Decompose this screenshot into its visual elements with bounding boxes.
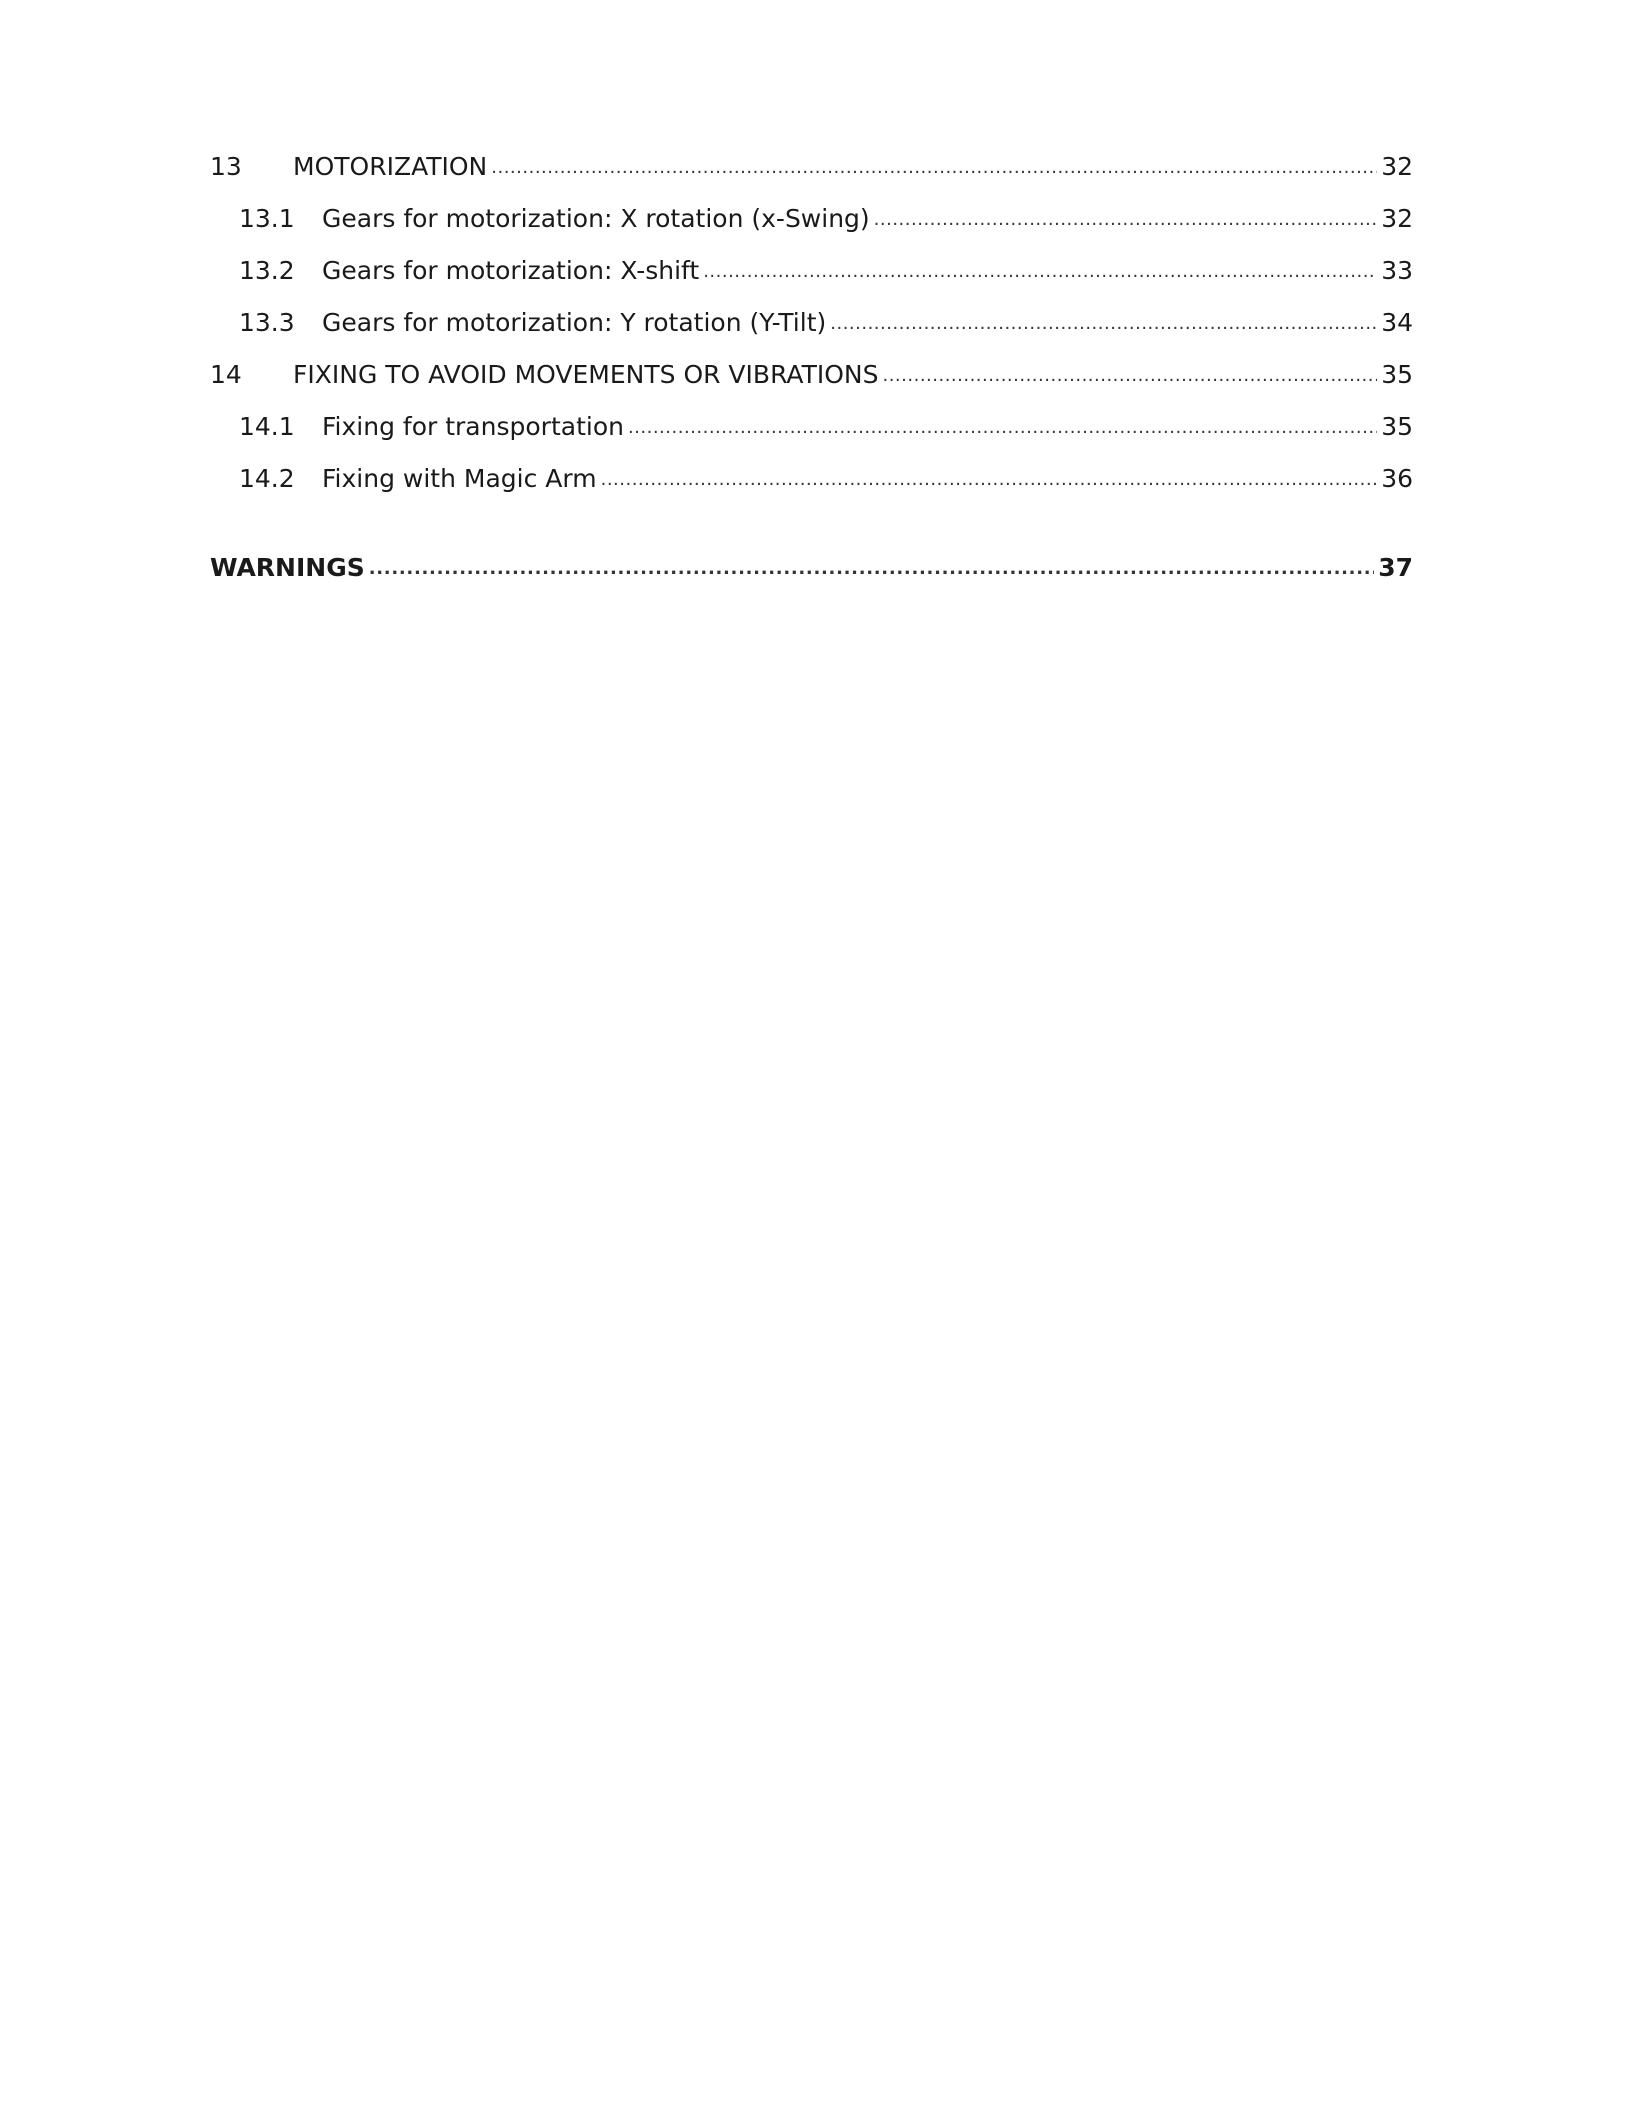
toc-dot-leader (601, 469, 1378, 504)
toc-entry-14-2[interactable] (210, 452, 1413, 504)
toc-entry-14[interactable] (210, 348, 1413, 400)
toc-entry-14-1[interactable] (210, 400, 1413, 452)
toc-entry-title: MOTORIZATION (293, 151, 488, 181)
toc-entry-page: 36 (1381, 463, 1413, 493)
toc-entry-number: 14.1 (239, 411, 295, 441)
table-of-contents (210, 140, 1413, 593)
toc-entry-page: 32 (1381, 203, 1413, 233)
toc-entry-number: 13 (210, 151, 242, 181)
toc-entry-page: 37 (1378, 552, 1413, 582)
toc-entry-13-1[interactable] (210, 192, 1413, 244)
toc-entry-warnings[interactable] (210, 541, 1413, 593)
toc-entry-title: WARNINGS (210, 552, 365, 582)
toc-dot-leader (491, 157, 1377, 192)
toc-dot-leader (874, 209, 1378, 244)
toc-entry-number: 13.1 (239, 203, 295, 233)
toc-entry-13[interactable] (210, 140, 1413, 192)
toc-entry-title: FIXING TO AVOID MOVEMENTS OR VIBRATIONS (293, 359, 879, 389)
toc-entry-title: Gears for motorization: Y rotation (Y-Tilt) (322, 307, 827, 337)
toc-entry-13-3[interactable] (210, 296, 1413, 348)
toc-dot-leader (628, 417, 1377, 452)
toc-entry-title: Gears for motorization: X-shift (322, 255, 700, 285)
toc-entry-page: 34 (1381, 307, 1413, 337)
toc-entry-title: Fixing for transportation (322, 411, 624, 441)
toc-dot-leader (369, 558, 1374, 593)
toc-entry-number: 14.2 (239, 463, 295, 493)
toc-entry-number: 13.3 (239, 307, 295, 337)
toc-entry-13-2[interactable] (210, 244, 1413, 296)
toc-entry-title: Gears for motorization: X rotation (x-Swing) (322, 203, 870, 233)
toc-dot-leader (703, 261, 1377, 296)
toc-dot-leader (882, 365, 1377, 400)
toc-entry-page: 33 (1381, 255, 1413, 285)
toc-entry-page: 35 (1381, 359, 1413, 389)
toc-entry-page: 32 (1381, 151, 1413, 181)
toc-entry-page: 35 (1381, 411, 1413, 441)
toc-dot-leader (830, 313, 1377, 348)
toc-entry-title: Fixing with Magic Arm (322, 463, 597, 493)
toc-entry-number: 13.2 (239, 255, 295, 285)
toc-entry-number: 14 (210, 359, 242, 389)
